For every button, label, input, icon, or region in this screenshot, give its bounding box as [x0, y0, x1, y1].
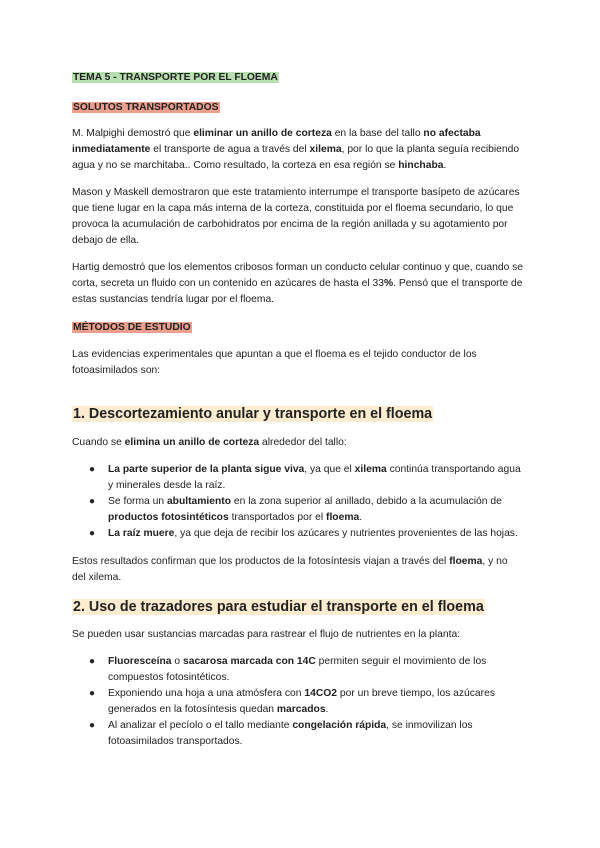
- list-item-text: [108, 720, 473, 747]
- list-item: [72, 462, 524, 494]
- method2-intro: Se pueden usar sustancias marcadas para rastrear el flujo de nutrientes en la planta:: [72, 629, 461, 640]
- bold-text: elimina un anillo de corteza: [124, 437, 260, 448]
- bold-text: sacarosa marcada con 14C: [182, 656, 316, 667]
- text-run: alrededor del tallo:: [259, 437, 347, 448]
- text-run: Se forma un: [108, 496, 167, 507]
- text-run: Exponiendo una hoja a una atmósfera con: [108, 688, 305, 699]
- text-run: transportados por el: [228, 512, 327, 523]
- bold-text: La parte superior de la planta sigue viva: [108, 464, 305, 475]
- bold-text: floema: [326, 512, 360, 523]
- text-run: Cuando se: [72, 437, 125, 448]
- text-run: en la zona superior al anillado, debido a la acumulación de: [231, 496, 502, 507]
- text-run: , ya que el: [304, 464, 355, 475]
- method1-heading: 1. Descortezamiento anular y transporte en el floema: [73, 406, 433, 422]
- list-item: [72, 718, 524, 750]
- bold-text: productos fotosintéticos: [108, 512, 229, 523]
- bold-text: floema: [449, 556, 483, 567]
- method1-bullet-list: [72, 462, 524, 542]
- list-item-text: [108, 464, 521, 491]
- bullet-icon: ●: [89, 720, 96, 731]
- method1-intro: [72, 435, 524, 451]
- text-run: , se inmovilizan los fotoasimilados transportados.: [108, 720, 473, 747]
- bold-text: La raíz muere: [108, 528, 175, 539]
- method2-heading: 2. Uso de trazadores para estudiar el transporte en el floema: [73, 599, 484, 615]
- section-heading-line: [72, 100, 524, 116]
- section-heading-metodos: MÉTODOS DE ESTUDIO: [73, 322, 191, 333]
- bold-text: xilema: [354, 464, 387, 475]
- text-run: Estos resultados confirman que los productos de la fotosíntesis viajan a través del: [72, 556, 450, 567]
- text-run: Al analizar el pecíolo o el tallo mediante: [108, 720, 293, 731]
- text-run: M. Malpighi demostró que: [72, 128, 194, 139]
- method1-conclusion: [72, 554, 524, 586]
- bullet-icon: ●: [89, 528, 96, 539]
- bullet-icon: ●: [89, 496, 96, 507]
- text-run: .: [325, 704, 329, 715]
- list-item: [72, 494, 524, 526]
- list-item: [72, 654, 524, 686]
- text-run: .: [359, 512, 363, 523]
- list-item-text: [108, 528, 518, 539]
- document-title-line: [72, 70, 524, 86]
- paragraph-metodos-intro: Las evidencias experimentales que apuntan a que el floema es el tejido conductor de los fotoasimilados son:: [72, 349, 477, 376]
- bullet-icon: ●: [89, 656, 96, 667]
- text-run: por un breve tiempo, los azúcares generados en la fotosíntesis quedan: [108, 688, 495, 715]
- list-item: [72, 686, 524, 718]
- bold-text: marcados: [276, 704, 326, 715]
- bold-text: abultamiento: [166, 496, 232, 507]
- text-run: .: [443, 160, 447, 171]
- bold-text: no afectaba inmediatamente: [72, 128, 481, 155]
- text-run: o: [171, 656, 183, 667]
- text-run: Hartig demostró que los elementos cribosos forman un conducto celular continuo y que, cuando se corta, secreta un fluido con un contenido en azúcares de hasta el 33: [72, 262, 524, 289]
- text-run: , por lo que la planta seguía recibiendo agua y no se marchitaba.. Como resultado, la corteza en esa región se: [72, 144, 520, 171]
- bold-text: hinchaba: [398, 160, 444, 171]
- text-run: , ya que deja de recibir los azúcares y nutrientes provenientes de las hojas.: [174, 528, 518, 539]
- paragraph-hartig: [72, 260, 524, 308]
- bullet-icon: ●: [89, 688, 96, 699]
- list-item: [72, 526, 524, 542]
- method2-bullet-list: [72, 654, 524, 750]
- list-item-text: [108, 688, 495, 715]
- bold-text: congelación rápida: [292, 720, 387, 731]
- bold-text: Fluoresceína: [108, 656, 172, 667]
- document-title: TEMA 5 - TRANSPORTE POR EL FLOEMA: [73, 72, 278, 83]
- paragraph-malpighi: [72, 126, 524, 174]
- list-item-text: [108, 656, 486, 683]
- text-run: , y no del xilema.: [72, 556, 508, 583]
- text-run: en la base del tallo: [331, 128, 424, 139]
- text-run: el transporte de agua a través del: [150, 144, 310, 155]
- text-run: continúa transportando agua y minerales desde la raíz.: [108, 464, 521, 491]
- text-run: . Pensó que el transporte de estas sustancias tendría lugar por el floema.: [72, 278, 523, 305]
- bold-text: eliminar un anillo de corteza: [193, 128, 332, 139]
- document-page: [72, 70, 524, 750]
- bold-text: xilema: [309, 144, 342, 155]
- bold-text: 14CO2: [304, 688, 337, 699]
- method1-heading-line: [72, 404, 524, 424]
- bullet-icon: ●: [89, 464, 96, 475]
- bold-text: %: [383, 278, 394, 289]
- section-heading-solutos: SOLUTOS TRANSPORTADOS: [73, 102, 219, 113]
- paragraph-mason-maskell: Mason y Maskell demostraron que este tratamiento interrumpe el transporte basípeto de azúcares que tiene lugar en la capa más interna de la corteza, constituida por el floema secundario, lo que provoca la acumulación de carbohidratos por encima de la región anillada y su agotamiento por debajo de ella.: [72, 187, 520, 246]
- list-item-text: [108, 496, 502, 523]
- method2-heading-line: [72, 597, 524, 617]
- section-heading-line: [72, 320, 524, 336]
- text-run: permiten seguir el movimiento de los compuestos fotosintéticos.: [108, 656, 487, 683]
